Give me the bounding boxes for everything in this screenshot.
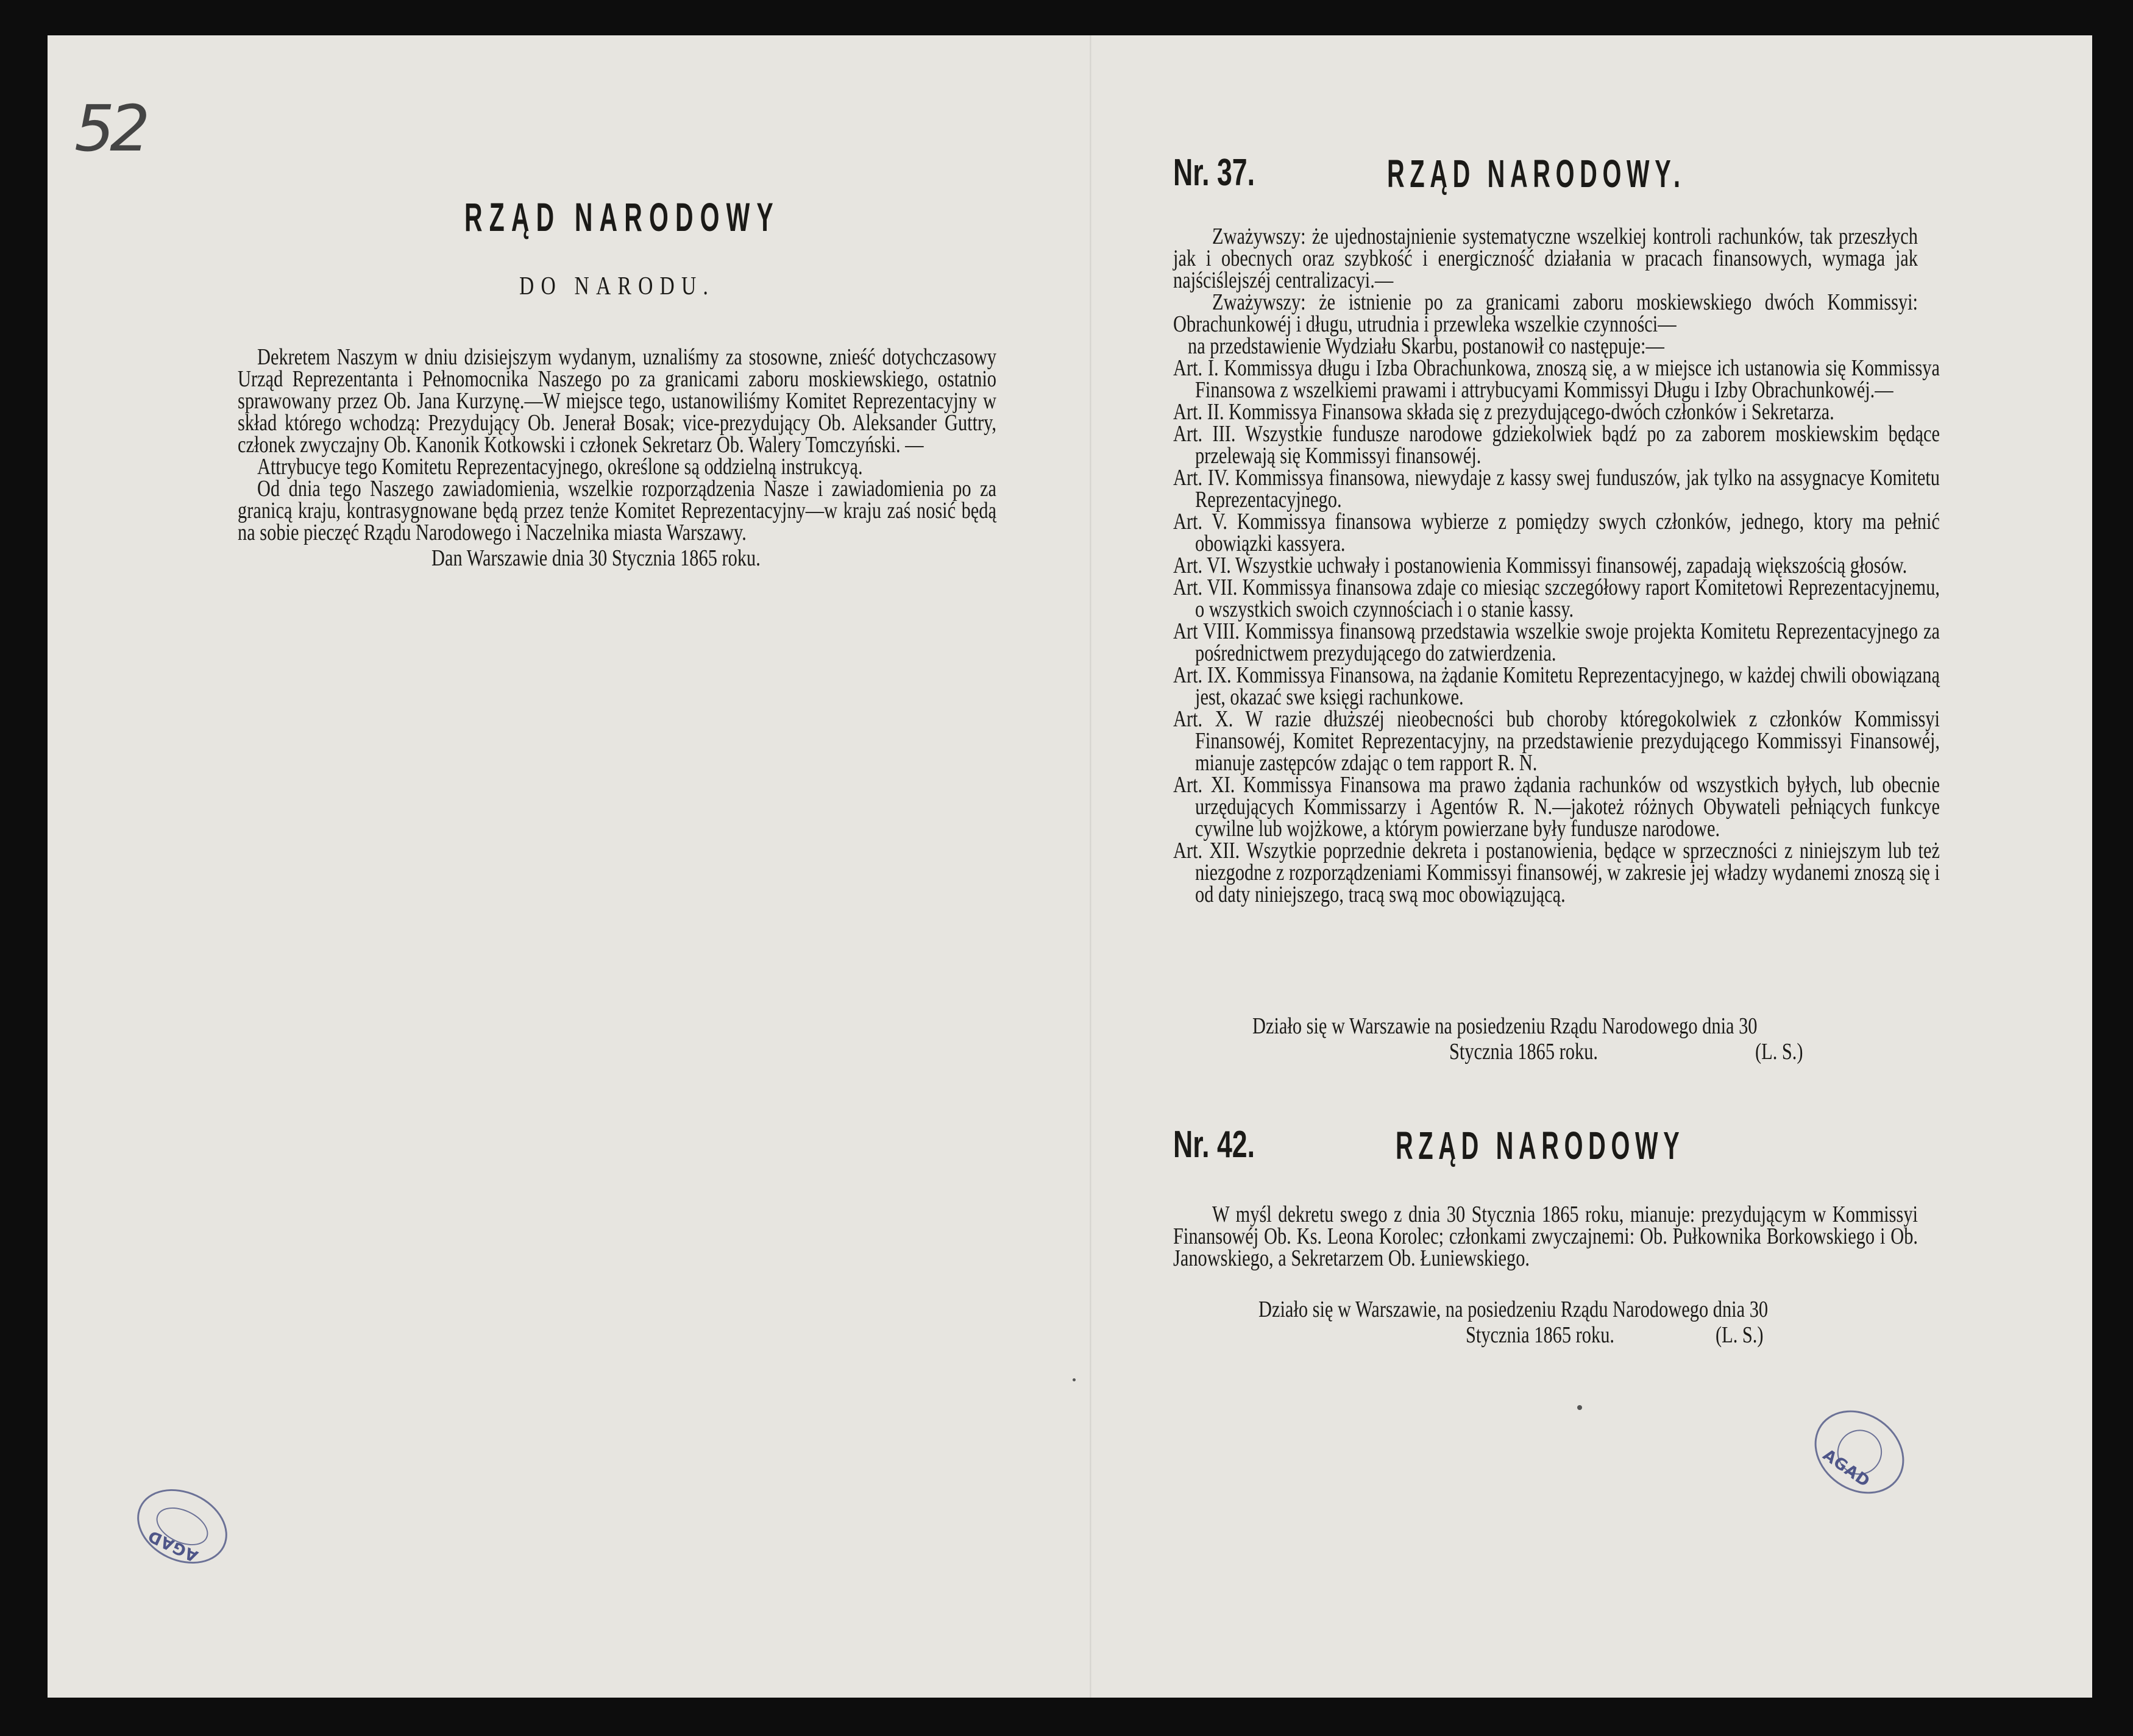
decree-37-preamble: Zważywszy: że ujednostajnienie systematyczne wszelkiej kontroli rachunków, tak przeszłych jak i obecnych oraz szybkość i energiczność działania w pracach finansowych, wymaga jak najściślejszéj centralizacyi.— (1173, 224, 1918, 293)
decree-37-article: Art. V. Kommissya finansowa wybierze z pomiędzy swych członków, jednego, ktory ma pełnić obowiązki kassyera. (1173, 509, 1940, 556)
left-title: RZĄD NARODOWY (464, 194, 780, 239)
decree-42-body (1173, 1203, 1918, 1269)
decree-42-title: RZĄD NARODOWY (1396, 1124, 1685, 1167)
page-number: 52 (74, 91, 146, 166)
decree-42-signature-line: Działo się w Warszawie, na posiedzeniu Rządu Narodowego dnia 30 (1258, 1297, 1769, 1322)
decree-37-preamble: Zważywszy: że istnienie po za granicami zaboru moskiewskiego dwóch Kommissyi: Obrachunkowéj i długu, utrudnia i przewleka wszelkie czynności— (1173, 289, 1918, 337)
decree-42-number: Nr. 42. (1173, 1124, 1255, 1166)
left-paragraph: Od dnia tego Naszego zawiadomienia, wszelkie rozporządzenia Nasze i zawiadomienia po za granicą kraju, kontrasygnowane będą przez tenże Komitet Reprezentacyjny—w kraju zaś nosić będą na sobie pieczęć Rządu Narodowego i Naczelnika miasta Warszawy. (238, 476, 996, 545)
decree-37-article: Art. XII. Wszytkie poprzednie dekreta i postanowienia, będące w sprzeczności z niniejszym lub też niezgodne z rozporządzeniami Kommissyi finansowéj, w zakresie jej władzy wydanemi znoszą się i od daty niniejszego, tracą swą moc obowiązującą. (1173, 838, 1940, 907)
left-date: Dan Warszawie dnia 30 Stycznia 1865 roku. (431, 545, 761, 571)
left-paragraph: Attrybucye tego Komitetu Reprezentacyjnego, określone są oddzielną instrukcyą. (257, 454, 863, 480)
decree-37-article: Art. III. Wszystkie fundusze narodowe gdziekolwiek bądź po za zaborem moskiewskim będące przelewają się Kommissyi finansowéj. (1173, 421, 1940, 469)
page-fold (1090, 35, 1091, 1698)
decree-37-article: Art. II. Kommissya Finansowa składa się z prezydującego-dwóch członków i Sekretarza. (1173, 399, 1834, 425)
decree-37-article: Art. IX. Kommissya Finansowa, na żądanie Komitetu Reprezentacyjnego, w każdej chwili obowiązaną jest, okazać swe księgi rachunkowe. (1173, 662, 1940, 710)
left-body (238, 346, 996, 569)
decree-37-article: Art. I. Kommissya długu i Izba Obrachunkowa, znoszą się, a w miejsce ich ustanowia się Kommissya Finansowa z wszelkiemi prawami i attrybucyami Kommissyi Długu i Izby Obrachunkowéj.— (1173, 355, 1940, 403)
left-subtitle: DO NARODU. (519, 272, 715, 300)
decree-37-seal-mark: (L. S.) (1755, 1039, 1803, 1065)
decree-37-article: Art. VI. Wszystkie uchwały i postanowienia Kommissyi finansowéj, zapadają większością głosów. (1173, 553, 1908, 578)
decree-37-body (1173, 224, 1940, 907)
decree-37-number: Nr. 37. (1173, 152, 1255, 194)
decree-42-text: W myśl dekretu swego z dnia 30 Stycznia 1865 roku, mianuje: prezydującym w Kommissyi Finansowéj Ob. Ks. Leona Korolec; członkami zwyczajnemi: Ob. Pułkownika Borkowskiego i Ob. Janowskiego, a Sekretarzem Ob. Łuniewskiego. (1173, 1202, 1918, 1271)
stamp-label: AGAD (145, 1526, 202, 1565)
decree-37-article: Art. XI. Kommissya Finansowa ma prawo żądania rachunków od wszystkich byłych, lub obecnie urzędujących Kommissarzy i Agentów R. N.—jakoteż różnych Obywateli pełniących funkcye cywilne lub wojżkowe, a którym powierzane były fundusze narodowe. (1173, 772, 1940, 841)
decree-37-article: Art. VII. Kommissya finansowa zdaje co miesiąc szczegółowy raport Komitetowi Reprezentacyjnemu, o wszystkich swoich czynnościach i o stanie kassy. (1173, 575, 1940, 622)
stamp-label: AGAD (1819, 1445, 1873, 1492)
left-paragraph: Dekretem Naszym w dniu dzisiejszym wydanym, uznaliśmy za stosowne, znieść dotychczasowy Urząd Reprezentanta i Pełnomocnika Naszego po za granicami zaboru moskiewskiego, ostatnio sprawowany przez Ob. Jana Kurzynę.—W miejsce tego, ustanowiliśmy Komitet Reprezentacyjny w skład którego wchodzą: Prezydujący Ob. Jenerał Bosak; vice-prezydujący Ob. Aleksander Guttry, członek zwyczajny Ob. Kanonik Kotkowski i członek Sekretarz Ob. Walery Tomczyński. — (238, 344, 996, 458)
decree-37-article: Art. IV. Kommissya finansowa, niewydaje z kassy swej funduszów, jak tylko na assygnacye Komitetu Reprezentacyjnego. (1173, 465, 1940, 512)
decree-37-article: Art. X. W razie dłuższéj nieobecności bub choroby któregokolwiek z członków Kommissyi Finansowéj, Komitet Reprezentacyjny, na przedstawienie prezydującego Kommissyi Finansowéj, mianuje zastępców zdając o tem rapport R. N. (1173, 706, 1940, 776)
decree-37-title: RZĄD NARODOWY. (1387, 152, 1686, 196)
decree-37-signature-line: Działo się w Warszawie na posiedzeniu Rządu Narodowego dnia 30 (1252, 1013, 1758, 1039)
decree-42-signature-date: Stycznia 1865 roku. (1466, 1322, 1615, 1348)
decree-37-signature-date: Stycznia 1865 roku. (1449, 1039, 1599, 1065)
decree-37-article: Art VIII. Kommissya finansową przedstawia wszelkie swoje projekta Komitetu Reprezentacyjnego za pośrednictwem prezydującego do zatwierdzenia. (1173, 618, 1940, 666)
decree-42-seal-mark: (L. S.) (1716, 1322, 1764, 1348)
decree-37-preamble: na przedstawienie Wydziału Skarbu, postanowił co następuje:— (1188, 333, 1664, 359)
ink-speck (1577, 1405, 1582, 1410)
ink-speck (1073, 1378, 1076, 1381)
